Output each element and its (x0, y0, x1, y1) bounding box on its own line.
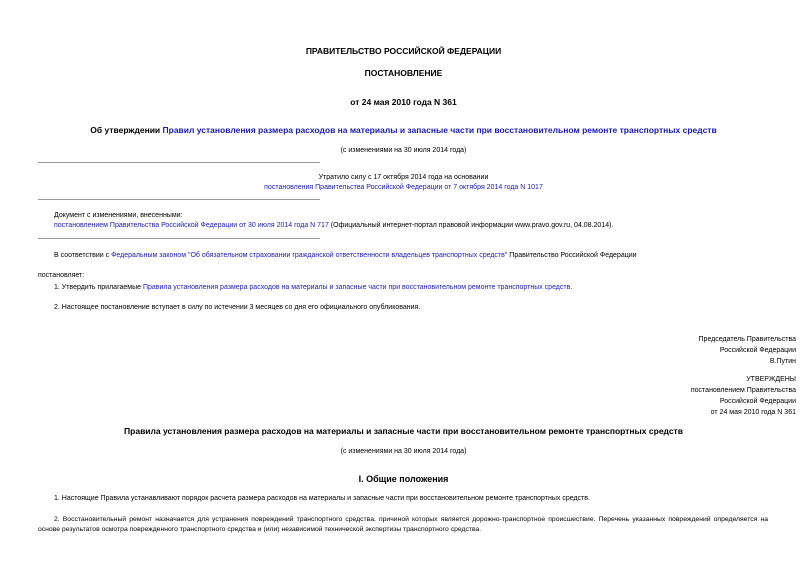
item-1 (54, 283, 572, 293)
government-heading: ПРАВИТЕЛЬСТВО РОССИЙСКОЙ ФЕДЕРАЦИИ (305, 46, 502, 56)
document-title (0, 125, 807, 135)
amendment-source: (Официальный интернет-портал правовой информации www.pravo.gov.ru, 04.08.2014). (328, 222, 614, 229)
signature-title: Российской Федерации (719, 347, 796, 354)
expired-note: Утратило силу с 17 октября 2014 года на основании (318, 174, 489, 181)
section-heading: I. Общие положения (358, 474, 449, 484)
amendment-link[interactable]: постановлением Правительства Российской Федерации от 30 июля 2014 года N 717 (54, 222, 329, 229)
divider (38, 238, 320, 239)
approval-date: от 24 мая 2010 года N 361 (710, 409, 796, 416)
preamble-prefix: В соответствии с (54, 252, 112, 259)
document-type: ПОСТАНОВЛЕНИЕ (364, 68, 443, 78)
rules-changes-note: (с изменениями на 30 июля 2014 года) (340, 448, 467, 455)
approval-block (691, 374, 796, 418)
amendments-line (54, 221, 613, 231)
approval-line: постановлением Правительства (690, 387, 796, 394)
document-date: от 24 мая 2010 года N 361 (350, 97, 457, 107)
rules-title: Правила установления размера расходов на материалы и запасные части при восстановительном ремонте транспортных средств (124, 426, 683, 436)
divider (38, 162, 320, 163)
title-prefix: Об утверждении (90, 125, 163, 135)
signature-title: Председатель Правительства (698, 336, 796, 343)
amendments-label: Документ с изменениями, внесенными: (54, 212, 183, 219)
preamble-suffix: Правительство Российской Федерации (507, 252, 637, 259)
rules-title-link[interactable]: Правил установления размера расходов на материалы и запасные части при восстановительном ремонте транспортных средств (162, 125, 717, 135)
expired-link[interactable]: постановления Правительства Российской Федерации от 7 октября 2014 года N 1017 (264, 184, 543, 191)
divider (38, 199, 320, 200)
signature-block (699, 334, 796, 367)
paragraph-1: 1. Настоящие Правила устанавливают порядок расчета размера расходов на материалы и запасные части при восстановительном ремонте транспортных средств. (54, 495, 590, 502)
signer-name: В.Путин (769, 358, 796, 365)
approval-heading: УТВЕРЖДЕНЫ (746, 376, 796, 383)
preamble (54, 251, 637, 261)
decrees-word: постановляет: (38, 272, 85, 279)
item-1-prefix: 1. Утвердить прилагаемые (54, 284, 143, 291)
item-1-suffix: . (570, 284, 573, 291)
item-2: 2. Настоящее постановление вступает в силу по истечении 3 месяцев со дня его официального опубликования. (54, 304, 421, 311)
changes-note: (с изменениями на 30 июля 2014 года) (340, 147, 467, 154)
federal-law-link[interactable]: Федеральным законом "Об обязательном страховании гражданской ответственности владельцев транспортных средств" (111, 252, 508, 259)
approval-line: Российской Федерации (719, 398, 796, 405)
paragraph-2: 2. Восстановительный ремонт назначается для устранения повреждений транспортного средства, причиной которых является дорожно-транспортное происшествие. Перечень указанных повреждений определяется на основе результатов осмотра поврежденного транспортного средства и (или) независимой технической экспертизы транспортного средства. (38, 516, 768, 533)
item-1-link[interactable]: Правила установления размера расходов на материалы и запасные части при восстановительном ремонте транспортных средств (142, 284, 571, 291)
